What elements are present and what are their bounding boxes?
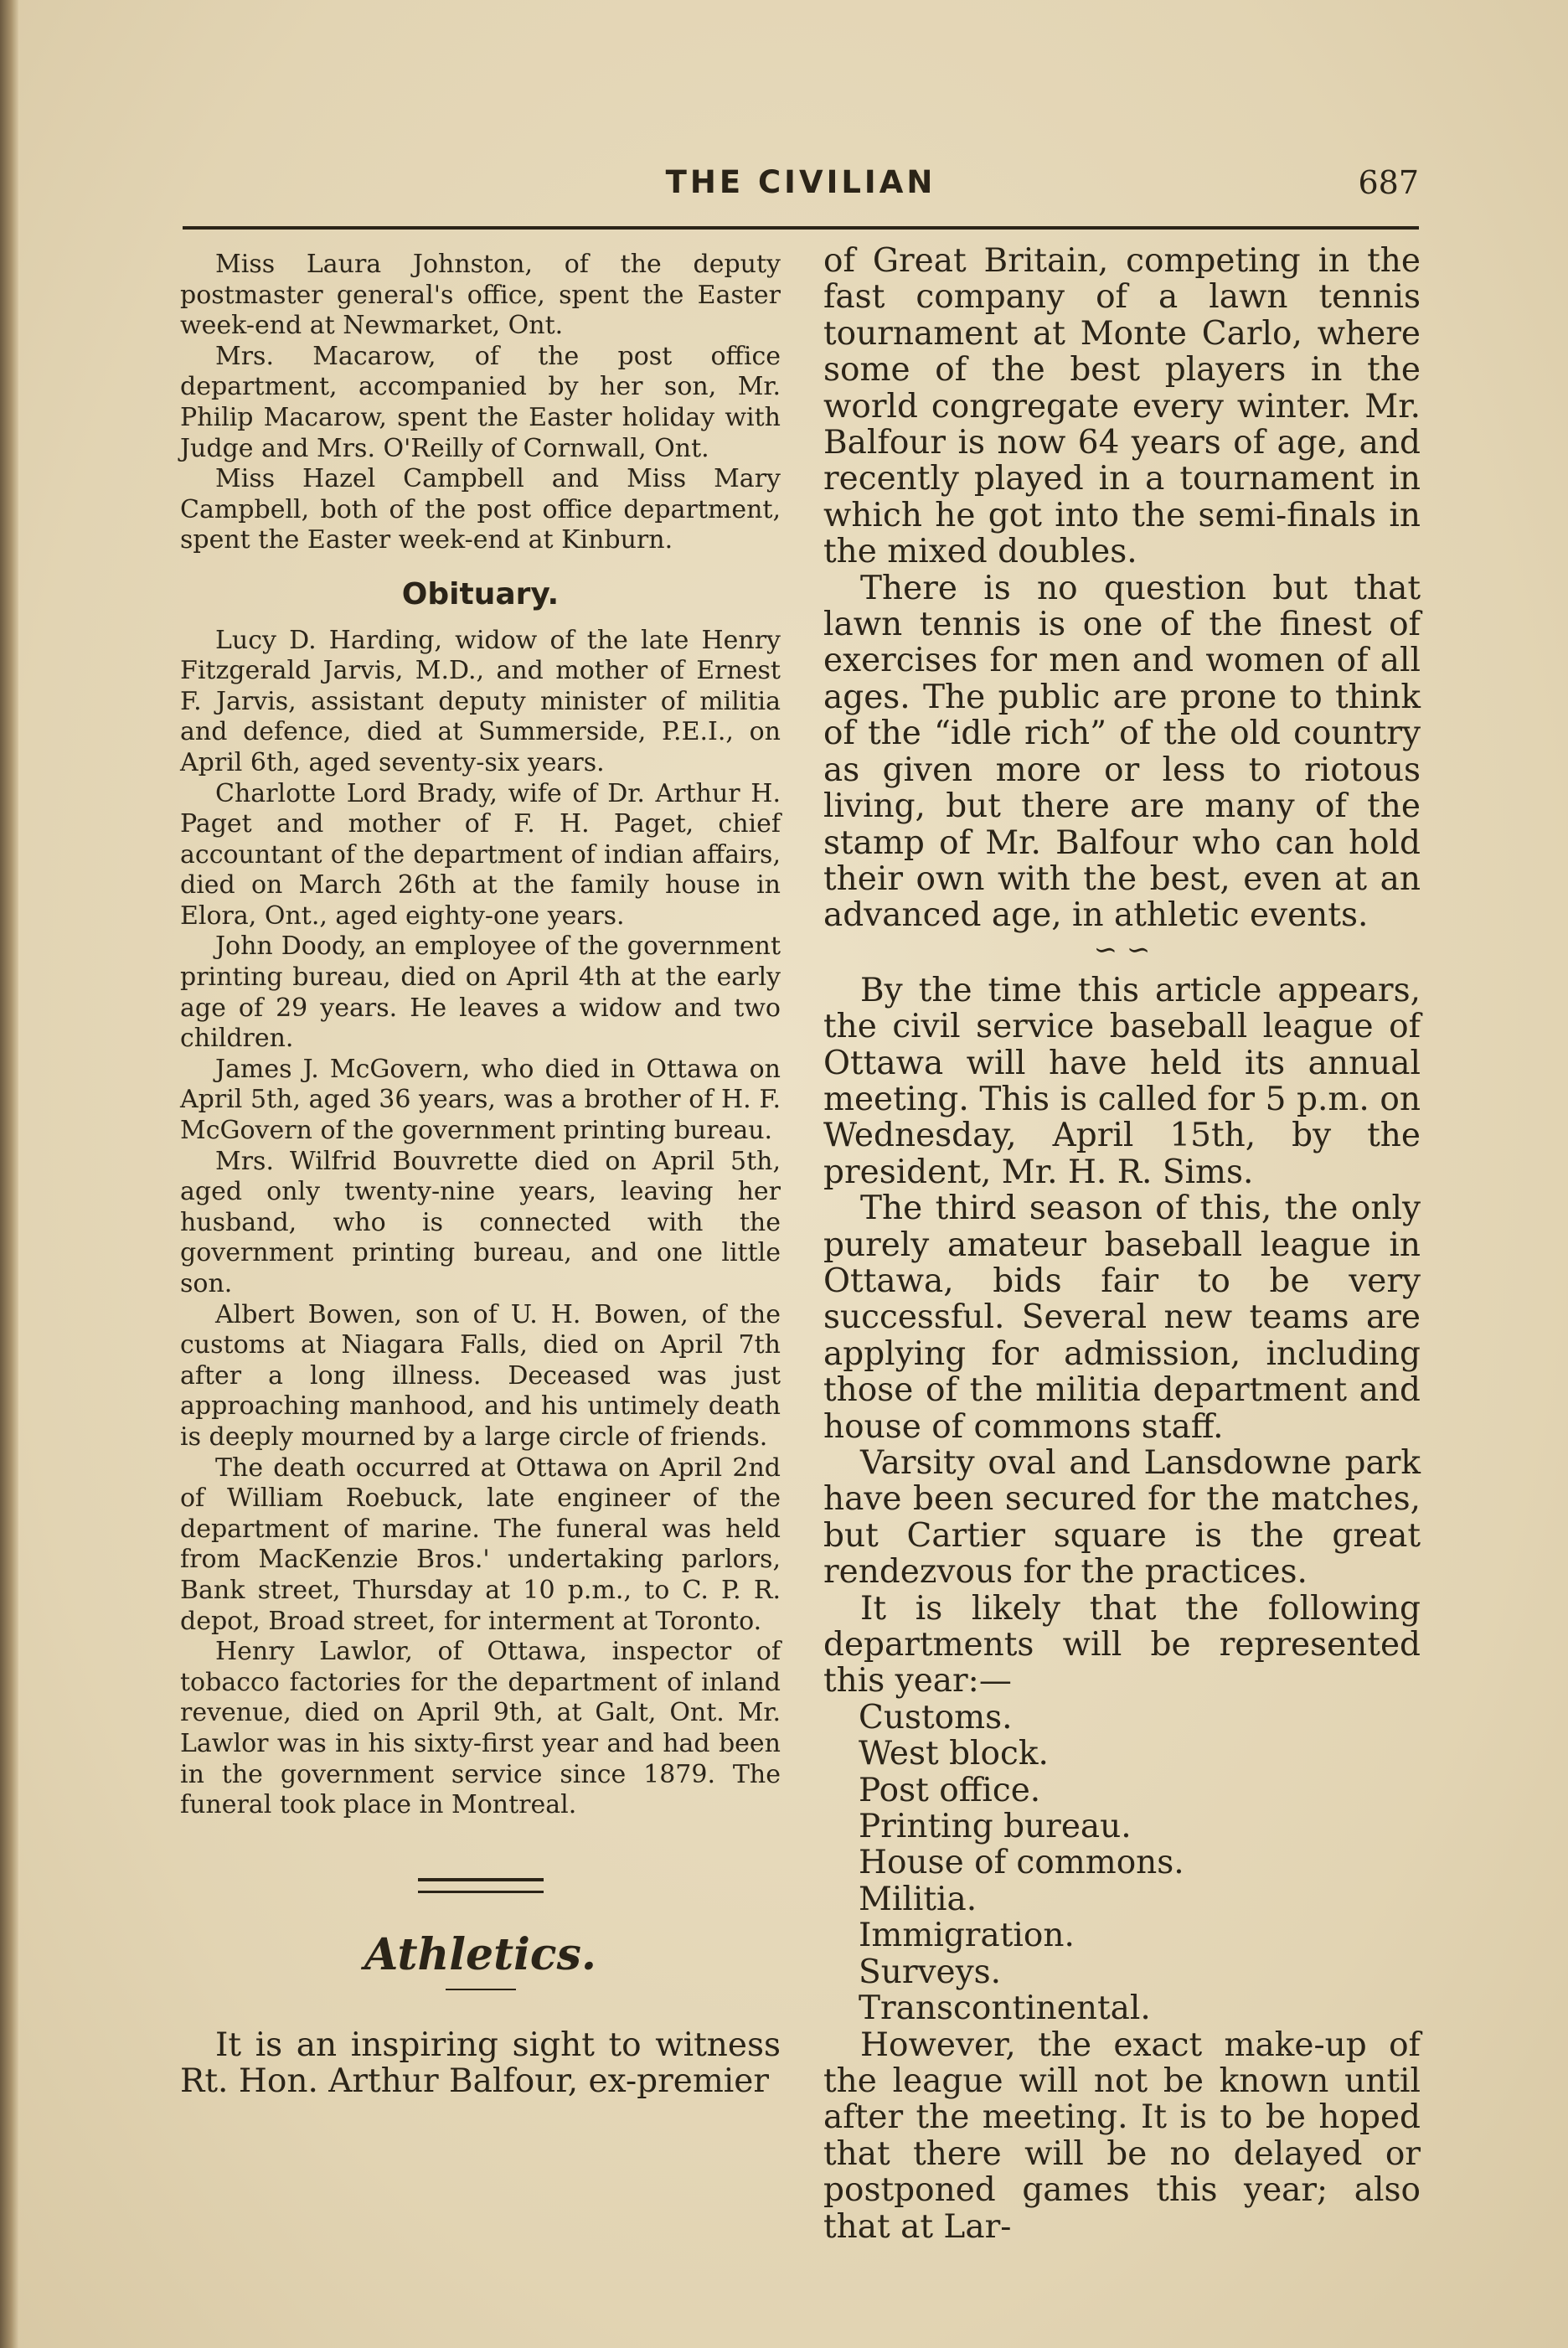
personal-item: Miss Hazel Campbell and Miss Mary Campbell, both of the post office department, spent the Easter week-end at Kinburn. <box>180 464 781 555</box>
heading-underline <box>446 1989 516 1990</box>
obituary-item: Lucy D. Harding, widow of the late Henry Fitzgerald Jarvis, M.D., and mother of Ernest F. Jarvis, assistant deputy minister of militia and defence, died at Summerside, P.E.I., on April 6th, aged seventy-six years. <box>180 625 781 777</box>
department-list <box>823 1700 1421 2027</box>
department-item: Immigration. <box>859 1917 1075 1955</box>
personal-item: Mrs. Macarow, of the post office department, accompanied by her son, Mr. Philip Macarow, spent the Easter holiday with Judge and Mrs. O'Reilly of Cornwall, Ont. <box>180 341 781 463</box>
personal-item: Miss Laura Johnston, of the deputy postmaster general's office, spent the Easter week-end at Newmarket, Ont. <box>180 250 781 341</box>
baseball-paragraph: The third season of this, the only purely amateur baseball league in Ottawa, bids fair to be very successful. Several new teams are applying for admission, including those of the militia department and house of commons staff. <box>823 1189 1421 1446</box>
running-title: THE CIVILIAN <box>665 164 936 200</box>
baseball-paragraph: It is likely that the following departments will be represented this year:— <box>823 1589 1421 1700</box>
obituary-heading: Obituary. <box>401 576 560 612</box>
department-item: House of commons. <box>859 1844 1184 1882</box>
obituary-item: Henry Lawlor, of Ottawa, inspector of tobacco factories for the department of inland revenue, died on April 9th, at Galt, Ont. Mr. Lawlor was in his sixty-first year and had been in the government service since 1879. The funeral took place in Montreal. <box>180 1637 781 1820</box>
obituary-item: Albert Bowen, son of U. H. Bowen, of the customs at Niagara Falls, died on April 7th after a long illness. Deceased was just approaching manhood, and his untimely death is deeply mourned by a large circle of friends. <box>180 1299 781 1452</box>
ornament-divider: ∽ ∽ <box>1093 932 1151 967</box>
header-rule <box>183 226 1419 230</box>
department-item: Transcontinental. <box>859 1989 1151 2028</box>
obituary-item: Charlotte Lord Brady, wife of Dr. Arthur H. Paget and mother of F. H. Paget, chief accountant of the department of indian affairs, died on March 26th at the family house in Elora, Ont., aged eighty-one years. <box>180 778 781 931</box>
department-item: Militia. <box>859 1880 977 1918</box>
athletics-continuation: of Great Britain, competing in the fast company of a lawn tennis tournament at Monte Carlo, where some of the best players in the world congregate every winter. Mr. Balfour is now 64 years of age, and recently played in a tournament in which he got into the semi-finals in the mixed doubles. <box>823 242 1421 571</box>
athletics-heading: Athletics. <box>364 1928 596 1980</box>
athletics-paragraph: There is no question but that lawn tennis is one of the finest of exercises for men and women of all ages. The public are prone to think of the “idle rich” of the old country as given more or less to riotous living, but there are many of the stamp of Mr. Balfour who can hold their own with the best, even at an advanced age, in athletic events. <box>823 569 1421 935</box>
left-column <box>180 250 781 2099</box>
department-item: Post office. <box>859 1771 1041 1809</box>
obituary-item: Mrs. Wilfrid Bouvrette died on April 5th, aged only twenty-nine years, leaving her husband, who is connected with the government printing bureau, and one little son. <box>180 1146 781 1298</box>
obituary-item: The death occurred at Ottawa on April 2nd of William Roebuck, late engineer of the department of marine. The funeral was held from MacKenzie Bros.' undertaking parlors, Bank street, Thursday at 10 p.m., to C. P. R. depot, Broad street, for interment at Toronto. <box>180 1453 781 1636</box>
baseball-paragraph: Varsity oval and Lansdowne park have been secured for the matches, but Cartier square is the great rendezvous for the practices. <box>823 1444 1421 1592</box>
page-number: 687 <box>1358 164 1419 201</box>
section-divider <box>418 1878 544 1893</box>
department-item: Surveys. <box>859 1953 1002 1991</box>
department-item: Customs. <box>859 1698 1013 1736</box>
closing-paragraph: However, the exact make-up of the league will not be known until after the meeting. It is to be hoped that there will be no delayed or postponed games this year; also that at Lar- <box>823 2025 1421 2246</box>
obituary-item: John Doody, an employee of the government printing bureau, died on April 4th at the early age of 29 years. He leaves a widow and two children. <box>180 931 781 1054</box>
obituary-item: James J. McGovern, who died in Ottawa on April 5th, aged 36 years, was a brother of H. F. McGovern of the government printing bureau. <box>180 1054 781 1146</box>
athletics-opening: It is an inspiring sight to witness Rt. Hon. Arthur Balfour, ex-premier <box>180 2026 781 2101</box>
department-item: Printing bureau. <box>859 1808 1132 1846</box>
right-column <box>823 243 1421 2245</box>
page-binding-edge <box>0 0 18 2348</box>
page-header <box>183 164 1419 211</box>
baseball-paragraph: By the time this article appears, the civil service baseball league of Ottawa will have held its annual meeting. This is called for 5 p.m. on Wednesday, April 15th, by the president, Mr. H. R. Sims. <box>823 971 1421 1191</box>
department-item: West block. <box>859 1735 1049 1773</box>
